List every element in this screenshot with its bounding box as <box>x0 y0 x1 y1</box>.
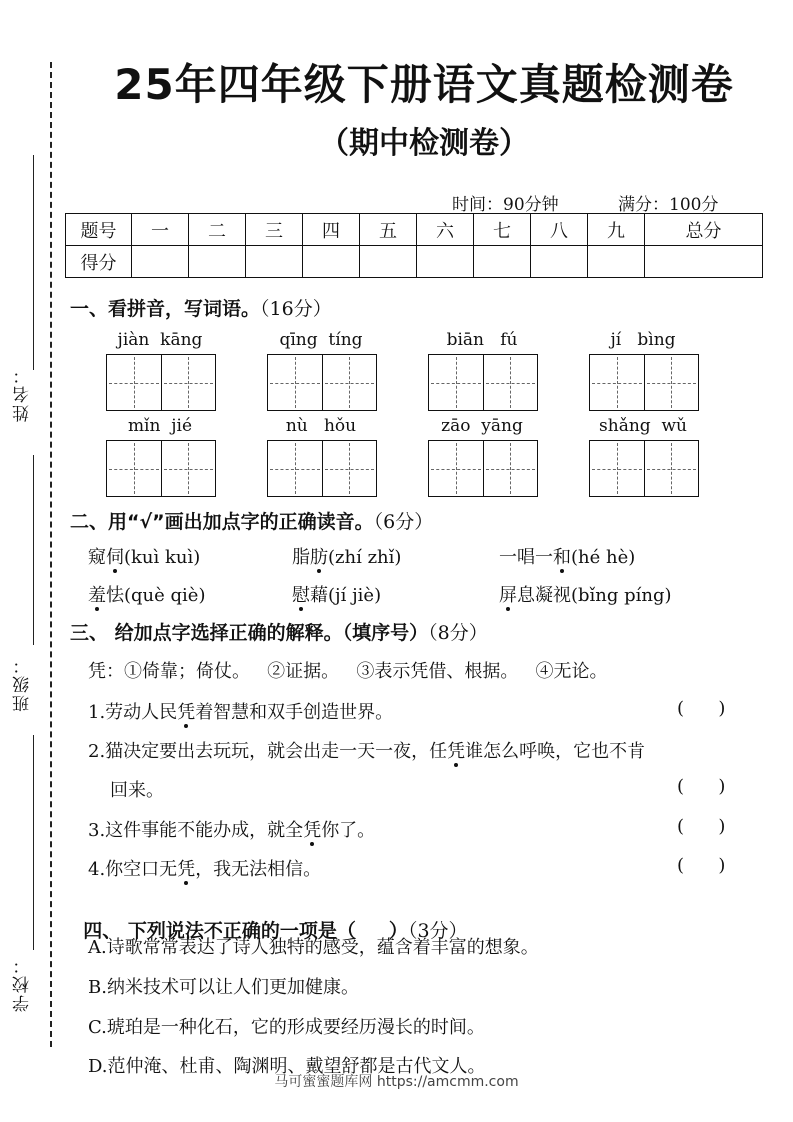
pinyin-label: jí bìng <box>610 330 676 350</box>
header-cell: 题号 <box>66 214 132 246</box>
pinyin-label: qīng tíng <box>279 330 363 350</box>
question-2: 2.猫决定要出去玩玩，就会出走一天一夜，任凭谁怎么呼唤，它也不肯 <box>88 737 645 763</box>
writing-grid[interactable] <box>106 440 216 497</box>
score-cell[interactable] <box>360 246 417 278</box>
score-cell[interactable] <box>417 246 474 278</box>
section3-title: 三、 给加点字选择正确的解释。（填序号） <box>70 622 429 644</box>
section1-points: （16分） <box>260 298 332 320</box>
option-a[interactable]: A.诗歌常常表达了诗人独特的感受，蕴含着丰富的想象。 <box>88 937 539 958</box>
option-b[interactable]: B.纳米技术可以让人们更加健康。 <box>88 977 359 998</box>
answer-blank[interactable]: ( ) <box>677 698 726 719</box>
score-cell[interactable] <box>474 246 531 278</box>
answer-blank[interactable]: ( ) <box>677 855 726 876</box>
header-cell: 四 <box>303 214 360 246</box>
question-2-continued: 回来。 <box>110 780 164 801</box>
score-row-label: 得分 <box>66 246 132 278</box>
class-field-line[interactable] <box>33 455 34 645</box>
question-4: 4.你空口无凭，我无法相信。 <box>88 855 321 881</box>
exam-time: 时间：90分钟 <box>452 195 559 215</box>
reading-item[interactable]: 一唱一和(hé hè) <box>499 543 635 569</box>
score-cell[interactable] <box>246 246 303 278</box>
writing-grid[interactable] <box>428 440 538 497</box>
option-d[interactable]: D.范仲淹、杜甫、陶渊明、戴望舒都是古代文人。 <box>88 1056 486 1077</box>
score-cell[interactable] <box>303 246 360 278</box>
pinyin-label: nù hǒu <box>285 416 357 436</box>
writing-grid[interactable] <box>267 440 377 497</box>
section2-heading <box>70 507 433 534</box>
score-cell[interactable] <box>588 246 645 278</box>
header-cell: 总分 <box>645 214 763 246</box>
full-score: 满分：100分 <box>618 195 719 215</box>
section3-heading <box>70 618 488 645</box>
section4-points: （3分） <box>407 920 468 942</box>
definition-line: 凭：①倚靠；倚仗。 ②证据。 ③表示凭借、根据。 ④无论。 <box>88 661 608 682</box>
writing-grid[interactable] <box>589 440 699 497</box>
option-c[interactable]: C.琥珀是一种化石，它的形成要经历漫长的时间。 <box>88 1017 485 1038</box>
score-cell[interactable] <box>189 246 246 278</box>
score-cell[interactable] <box>531 246 588 278</box>
name-label: 姓名： <box>13 365 33 422</box>
question-3: 3.这件事能不能办成，就全凭你了。 <box>88 816 375 842</box>
name-field-line[interactable] <box>33 155 34 370</box>
writing-grid[interactable] <box>428 354 538 411</box>
writing-grid[interactable] <box>106 354 216 411</box>
pinyin-label: jiàn kāng <box>117 330 203 350</box>
reading-item[interactable]: 窥伺(kuì kuì) <box>88 543 200 569</box>
pinyin-label: biān fú <box>446 330 518 350</box>
class-label: 班级： <box>13 655 33 712</box>
answer-blank[interactable]: ( ) <box>677 816 726 837</box>
reading-item[interactable]: 脂肪(zhí zhǐ) <box>292 543 401 569</box>
school-field-line[interactable] <box>33 735 34 950</box>
score-cell[interactable] <box>132 246 189 278</box>
header-cell: 九 <box>588 214 645 246</box>
school-label: 学校： <box>13 955 33 1012</box>
pinyin-label: mǐn jié <box>127 416 193 436</box>
pinyin-label: zāo yāng <box>441 416 523 436</box>
header-cell: 二 <box>189 214 246 246</box>
header-cell: 一 <box>132 214 189 246</box>
pinyin-label: shǎng wǔ <box>599 416 687 436</box>
answer-blank[interactable]: ( ) <box>677 776 726 797</box>
section2-points: （6分） <box>373 511 434 533</box>
score-table-score-row <box>66 246 763 278</box>
page-title: 25年四年级下册语文真题检测卷 <box>114 60 734 109</box>
reading-item[interactable]: 羞怯(què qiè) <box>88 581 205 607</box>
header-cell: 七 <box>474 214 531 246</box>
question-1: 1.劳动人民凭着智慧和双手创造世界。 <box>88 698 393 724</box>
writing-grid[interactable] <box>267 354 377 411</box>
score-cell[interactable] <box>645 246 763 278</box>
page-subtitle: （期中检测卷） <box>319 126 529 161</box>
section3-points: （8分） <box>428 622 488 644</box>
binding-dashed-line <box>50 62 52 1047</box>
watermark: 马可蜜蜜题库网 https://amcmm.com <box>274 1074 519 1090</box>
score-table-header-row <box>66 214 763 246</box>
reading-item[interactable]: 慰藉(jí jiè) <box>292 581 381 607</box>
section1-heading <box>70 294 332 321</box>
section2-title: 二、用“√”画出加点字的正确读音。 <box>70 511 374 533</box>
section4-title: 四、 下列说法不正确的一项是（ ） <box>83 920 408 942</box>
writing-grid[interactable] <box>589 354 699 411</box>
header-cell: 三 <box>246 214 303 246</box>
header-cell: 六 <box>417 214 474 246</box>
score-table <box>65 213 763 278</box>
section1-title: 一、看拼音，写词语。 <box>70 298 261 320</box>
header-cell: 八 <box>531 214 588 246</box>
header-cell: 五 <box>360 214 417 246</box>
reading-item[interactable]: 屏息凝视(bǐng píng) <box>499 581 672 607</box>
